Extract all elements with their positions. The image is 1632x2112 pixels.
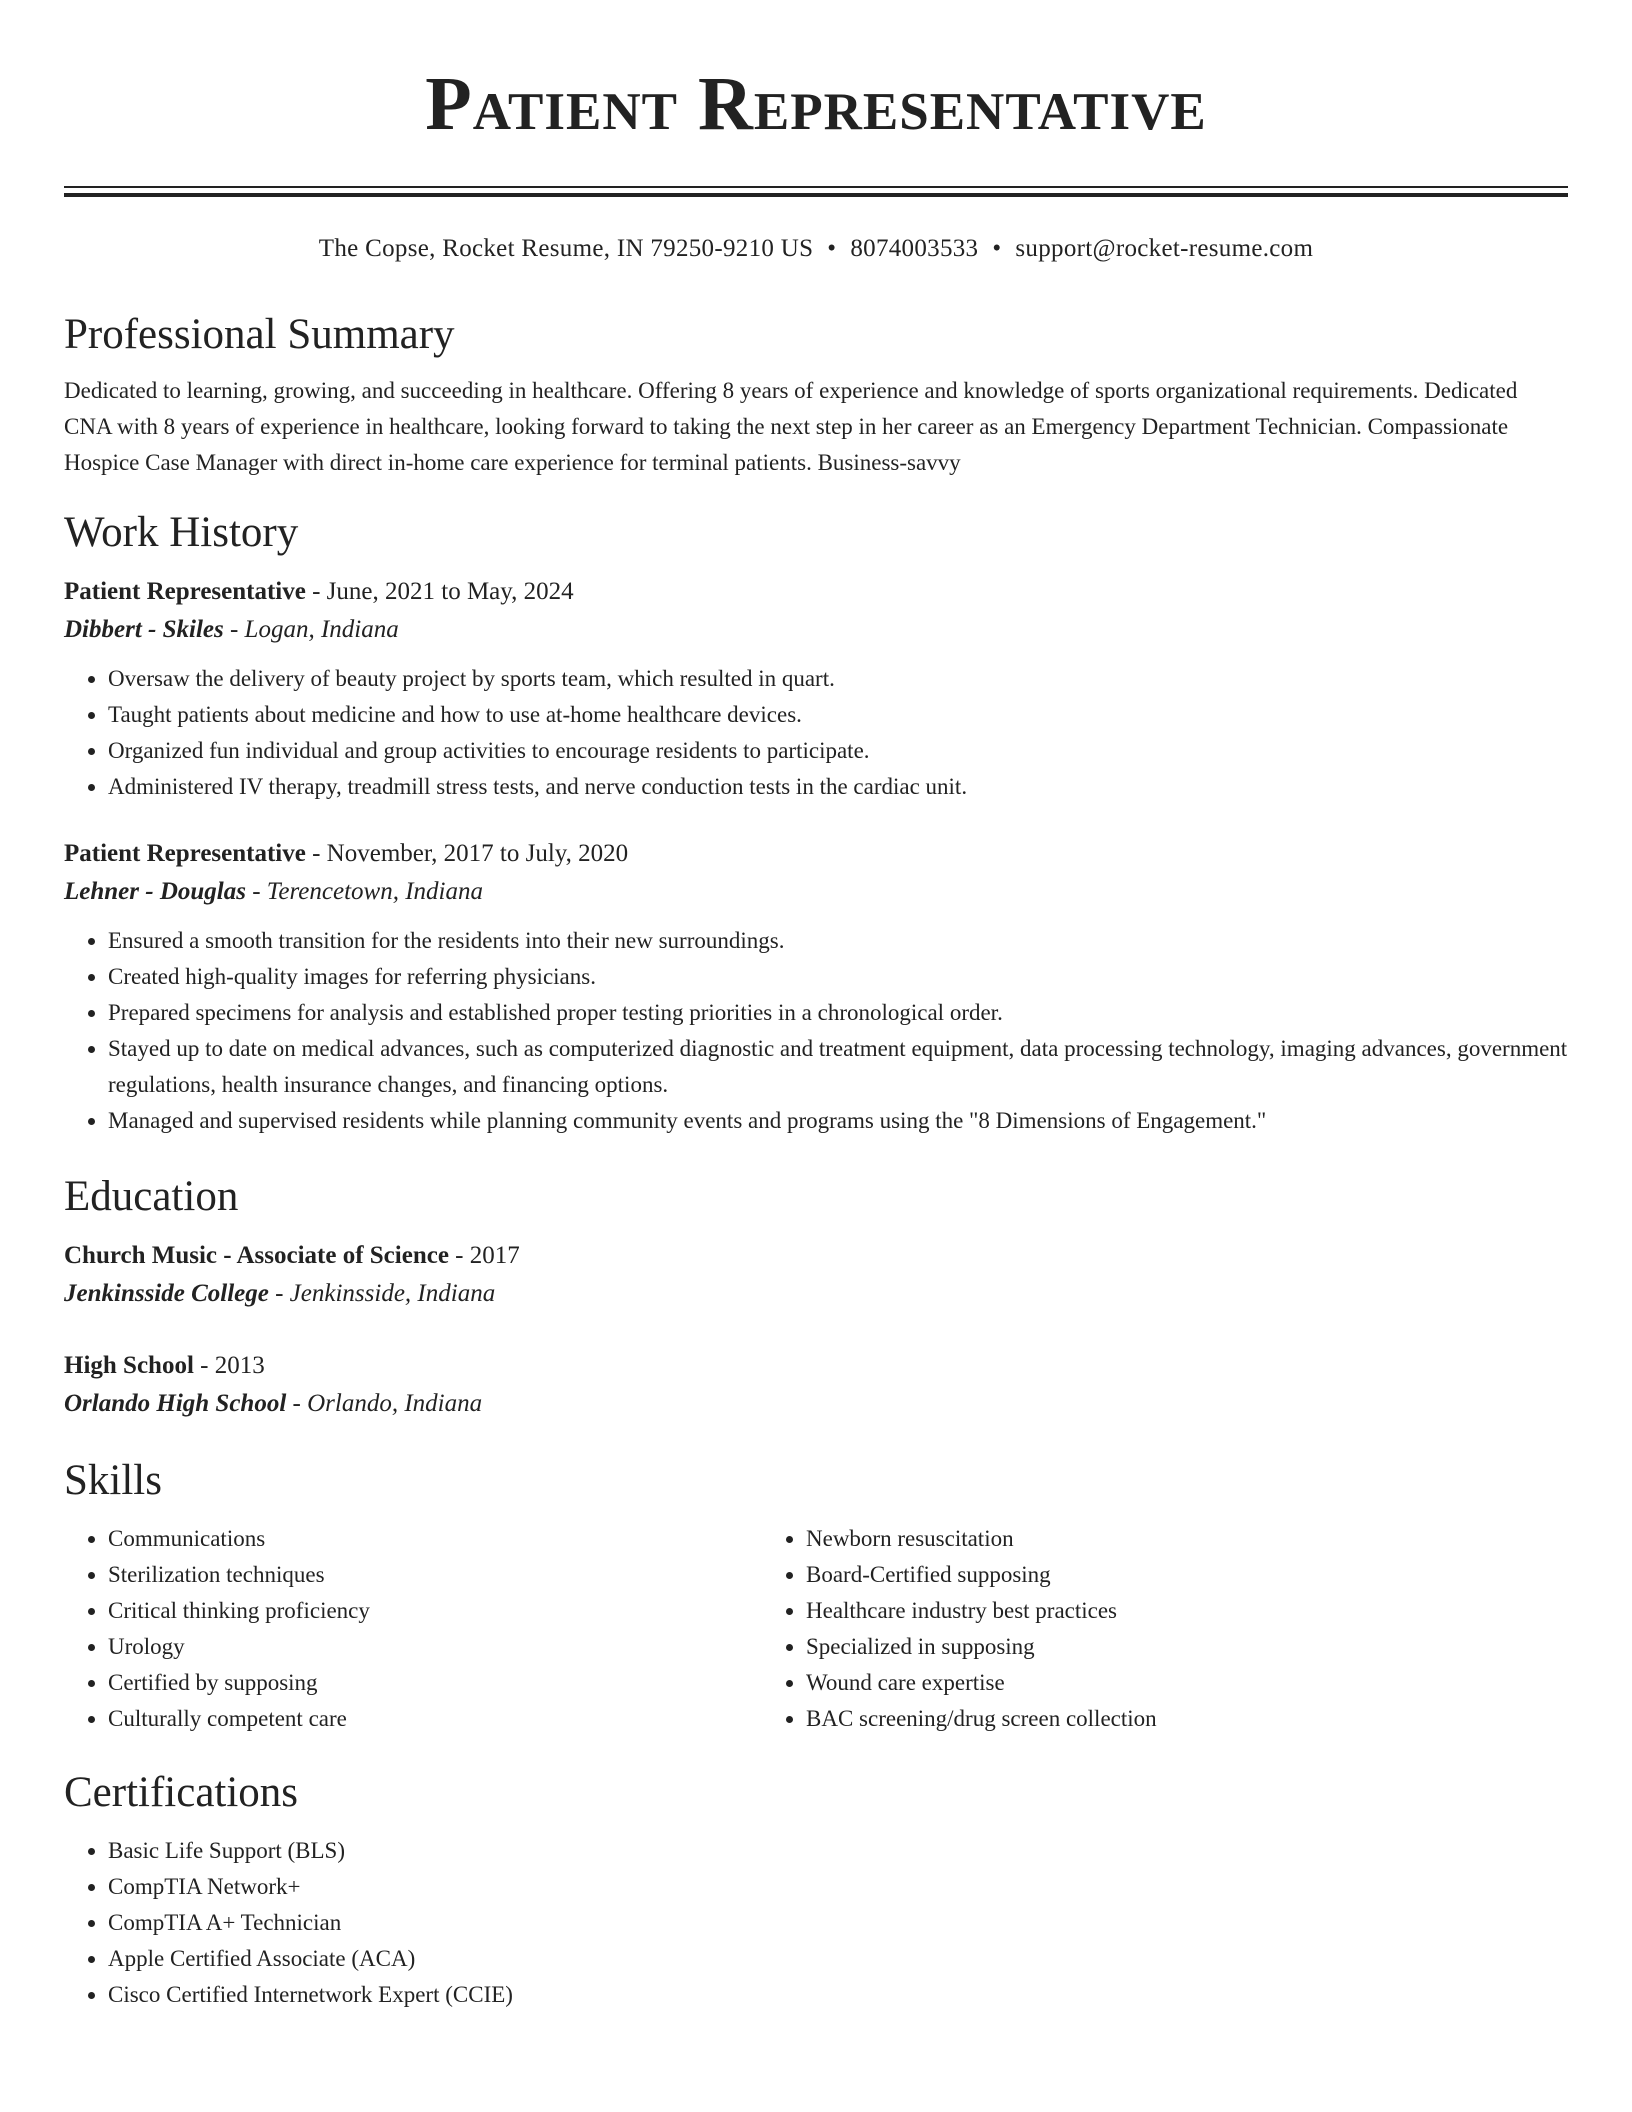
- certification-item: • Cisco Certified Internetwork Expert (CCIE): [108, 1977, 1568, 2013]
- job-bullet: • Created high-quality images for referring physicians.: [108, 959, 1568, 995]
- summary-heading: Professional Summary: [64, 311, 455, 358]
- title-rule-thick: [64, 193, 1568, 197]
- degree-year: - 2017: [448, 1242, 520, 1269]
- job-title-line: [64, 835, 1568, 873]
- contact-phone: 8074003533: [850, 235, 979, 262]
- skills-grid: [64, 1521, 1568, 1737]
- job-company-line: [64, 873, 1568, 911]
- school-location: - Jenkinsside, Indiana: [268, 1280, 496, 1307]
- contact-address: The Copse, Rocket Resume, IN 79250-9210 US: [318, 235, 814, 262]
- job-company: Lehner - Douglas: [64, 878, 246, 905]
- job-location: - Logan, Indiana: [223, 616, 399, 643]
- skill-item: • Sterilization techniques: [108, 1557, 762, 1593]
- job-bullet: • Taught patients about medicine and how to use at-home healthcare devices.: [108, 697, 1568, 733]
- summary-text: Dedicated to learning, growing, and succeeding in healthcare. Offering 8 years of experience and knowledge of sports organizational requirements. Dedicated CNA with 8 years of experience in healthcare, looking forward to taking the next step in her career as an Emergency Department Technician. Compassionate Hospice Case Manager with direct in-home care experience for terminal patients. Business-savvy: [64, 378, 1518, 475]
- education-heading: Education: [64, 1173, 239, 1220]
- job-location: - Terencetown, Indiana: [245, 878, 483, 905]
- job-company: Dibbert - Skiles: [64, 616, 224, 643]
- contact-email: support@rocket-resume.com: [1015, 235, 1314, 262]
- job-title: Patient Representative: [64, 578, 306, 605]
- job-company-line: [64, 611, 1568, 649]
- job-bullets: [64, 923, 1568, 1139]
- job-bullet: • Managed and supervised residents while planning community events and programs using the "8 Dimensions of Engagement.": [108, 1103, 1568, 1139]
- degree-year: - 2013: [193, 1352, 265, 1379]
- skill-item: • Urology: [108, 1629, 762, 1665]
- certification-item: • Basic Life Support (BLS): [108, 1833, 1568, 1869]
- skill-item: • Critical thinking proficiency: [108, 1593, 762, 1629]
- certification-item: • Apple Certified Associate (ACA): [108, 1941, 1568, 1977]
- certification-item: • CompTIA Network+: [108, 1869, 1568, 1905]
- certifications-section: [64, 1765, 1568, 2013]
- skill-item: • Wound care expertise: [806, 1665, 1568, 1701]
- skills-heading: Skills: [64, 1457, 162, 1504]
- skills-section: [64, 1453, 1568, 1737]
- school-name: Orlando High School: [64, 1390, 287, 1417]
- job-bullet: • Ensured a smooth transition for the residents into their new surroundings.: [108, 923, 1568, 959]
- job-bullet: • Prepared specimens for analysis and established proper testing priorities in a chronological order.: [108, 995, 1568, 1031]
- job-bullet: • Oversaw the delivery of beauty project by sports team, which resulted in quart.: [108, 661, 1568, 697]
- school-name: Jenkinsside College: [64, 1280, 269, 1307]
- education-entry: [64, 1347, 1568, 1423]
- skill-item: • Certified by supposing: [108, 1665, 762, 1701]
- summary-section: [64, 307, 1568, 481]
- job-bullet: • Administered IV therapy, treadmill stress tests, and nerve conduction tests in the cardiac unit.: [108, 769, 1568, 805]
- resume-title: Patient Representative: [425, 62, 1207, 146]
- job-entry: [64, 835, 1568, 1139]
- skill-item: • Specialized in supposing: [806, 1629, 1568, 1665]
- certifications-list: [64, 1833, 1568, 2013]
- work-history-section: [64, 505, 1568, 1139]
- contact-separator: •: [827, 235, 837, 262]
- job-bullet: • Stayed up to date on medical advances, such as computerized diagnostic and treatment equipment, data processing technology, imaging advances, government regulations, health insurance changes, and financing options.: [108, 1031, 1568, 1103]
- skill-item: • BAC screening/drug screen collection: [806, 1701, 1568, 1737]
- skill-item: • Board-Certified supposing: [806, 1557, 1568, 1593]
- skill-item: • Culturally competent care: [108, 1701, 762, 1737]
- certification-item: • CompTIA A+ Technician: [108, 1905, 1568, 1941]
- skills-column-left: [64, 1521, 762, 1737]
- title-rule-thin: [64, 186, 1568, 188]
- job-title-line: [64, 573, 1568, 611]
- work-history-heading: Work History: [64, 509, 299, 556]
- skill-item: • Healthcare industry best practices: [806, 1593, 1568, 1629]
- job-dates: - June, 2021 to May, 2024: [305, 578, 574, 605]
- skills-column-right: [762, 1521, 1568, 1737]
- school-location: - Orlando, Indiana: [286, 1390, 483, 1417]
- school-line: [64, 1275, 1568, 1313]
- contact-separator: •: [992, 235, 1002, 262]
- certifications-heading: Certifications: [64, 1769, 299, 1816]
- degree-name: Church Music - Associate of Science: [64, 1242, 449, 1269]
- education-entry: [64, 1237, 1568, 1313]
- job-bullet: • Organized fun individual and group activities to encourage residents to participate.: [108, 733, 1568, 769]
- contact-line: [64, 231, 1568, 267]
- job-bullets: [64, 661, 1568, 805]
- degree-name: High School: [64, 1352, 194, 1379]
- skill-item: • Communications: [108, 1521, 762, 1557]
- degree-line: [64, 1347, 1568, 1385]
- skill-item: • Newborn resuscitation: [806, 1521, 1568, 1557]
- job-title: Patient Representative: [64, 840, 306, 867]
- education-section: [64, 1169, 1568, 1423]
- school-line: [64, 1385, 1568, 1423]
- job-entry: [64, 573, 1568, 805]
- degree-line: [64, 1237, 1568, 1275]
- job-dates: - November, 2017 to July, 2020: [305, 840, 629, 867]
